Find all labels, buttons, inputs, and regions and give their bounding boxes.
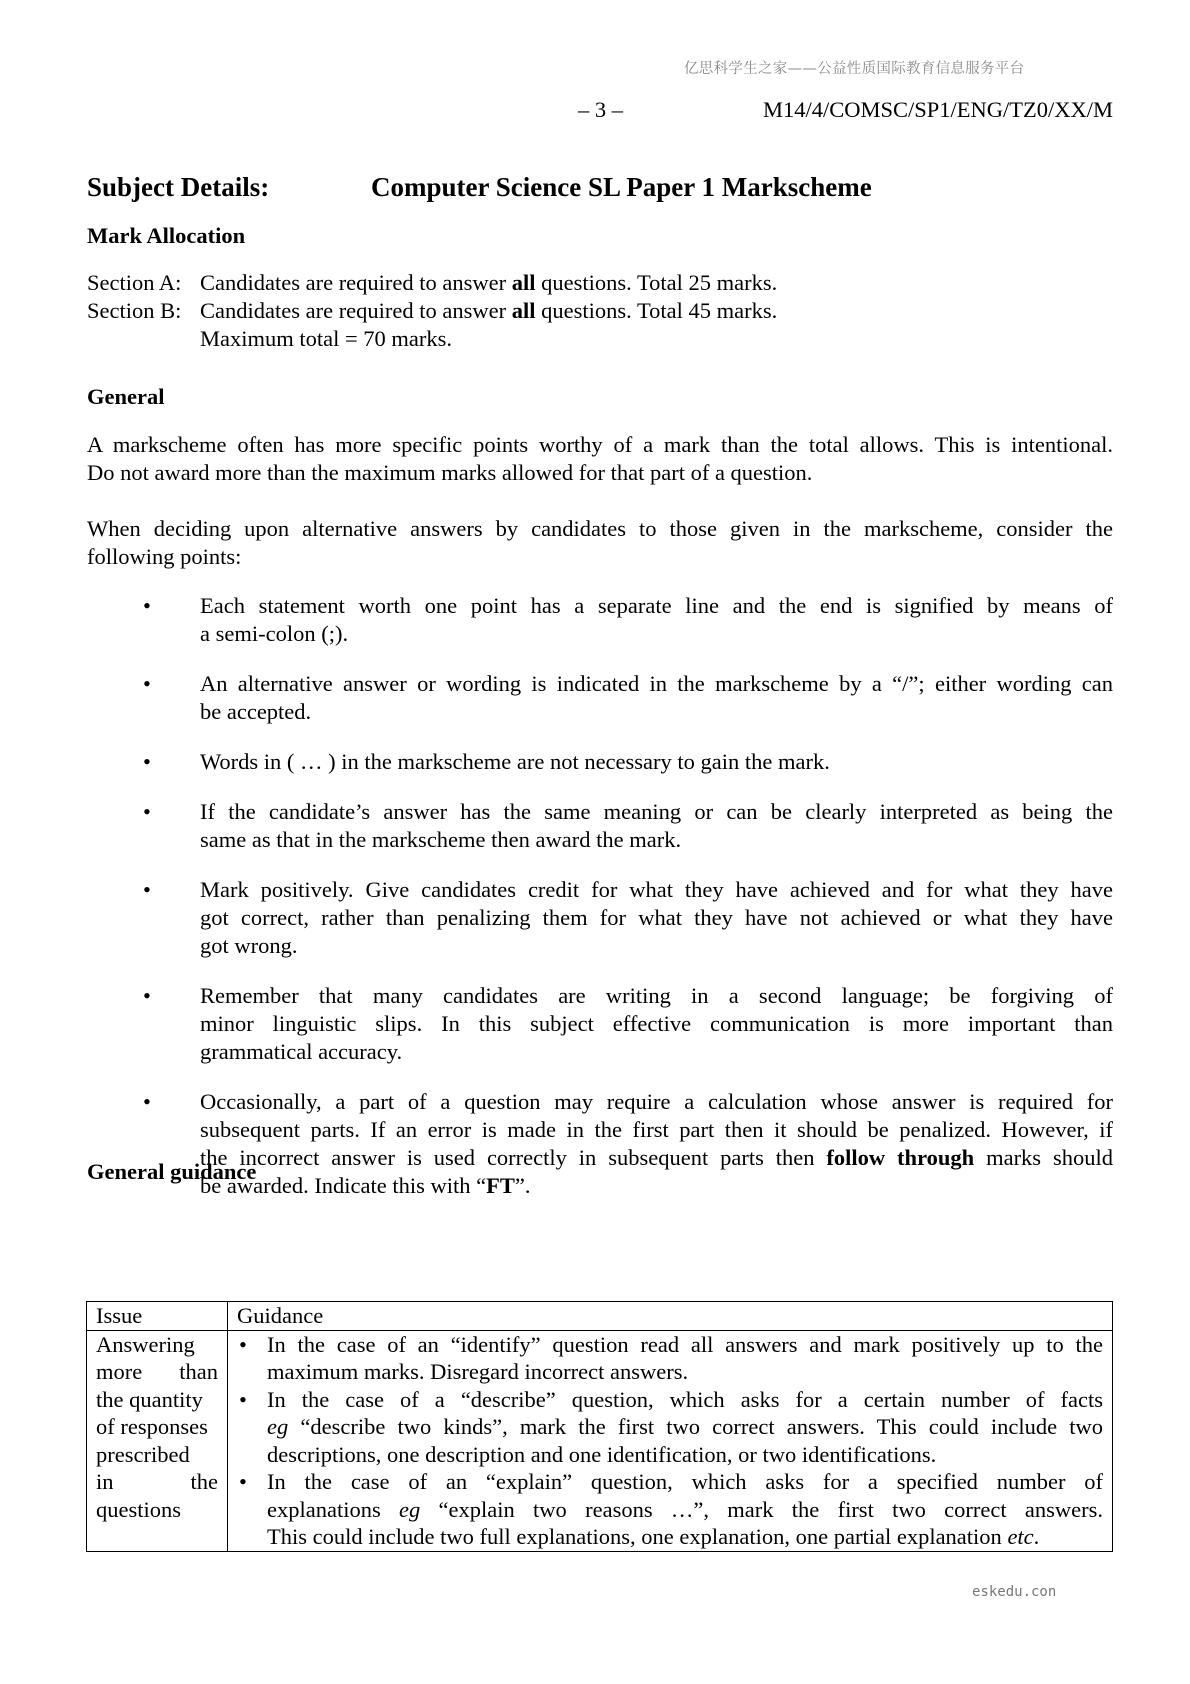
general-paragraph-2: [87, 515, 1113, 571]
guidance-line: descriptions, one description and one identification, or two identifications.: [267, 1441, 937, 1467]
guidance-table: [86, 1301, 1113, 1552]
bullet-line: got wrong.: [200, 933, 298, 958]
bullet-text: ”.: [514, 1173, 531, 1198]
issue-line: questions: [96, 1496, 182, 1522]
paragraph-line: following points:: [87, 544, 242, 569]
list-item: [87, 876, 1113, 960]
section-a-text: Candidates are required to answer: [200, 270, 512, 295]
bullet-icon: •: [239, 1331, 247, 1357]
paragraph-line: Do not award more than the maximum marks allowed for that part of a question.: [87, 460, 813, 485]
follow-through-term: follow through: [826, 1145, 975, 1170]
guidance-line: [267, 1523, 1103, 1551]
bullet-icon: •: [239, 1386, 247, 1412]
list-item: [87, 592, 1113, 648]
list-item: [87, 670, 1113, 726]
document-code: M14/4/COMSC/SP1/ENG/TZ0/XX/M: [762, 97, 1113, 122]
issue-line: of responses: [96, 1414, 208, 1439]
bullet-line: If the candidate’s answer has the same meaning or can be clearly interpreted as being the: [200, 799, 1113, 824]
section-b-text: Candidates are required to answer: [200, 298, 512, 323]
guidance-line: maximum marks. Disregard incorrect answers.: [267, 1359, 689, 1384]
guidance-item-identify: [237, 1331, 1103, 1386]
guidance-line: In the case of an “identify” question read all answers and mark positively up to the: [267, 1331, 1103, 1357]
section-a-label: Section A:: [87, 270, 182, 295]
bullet-icon: •: [143, 593, 151, 618]
general-heading: General: [87, 384, 165, 409]
guidance-text: .: [1033, 1524, 1040, 1549]
section-a-total: questions. Total 25 marks.: [535, 270, 778, 295]
bullet-icon: •: [143, 671, 151, 696]
bullet-text: marks should: [974, 1145, 1113, 1170]
bullet-icon: •: [143, 983, 151, 1008]
bullet-line: minor linguistic slips. In this subject effective communication is more important than: [200, 1011, 1113, 1036]
section-b-label: Section B:: [87, 298, 182, 323]
column-header-guidance: Guidance: [228, 1302, 1113, 1331]
issue-cell: [87, 1330, 228, 1551]
column-header-issue: Issue: [87, 1302, 228, 1331]
subject-label: Subject Details:: [87, 172, 270, 202]
guidance-text: “describe two kinds”, mark the first two correct answers. This could include two: [288, 1414, 1103, 1439]
bullet-line: Words in ( … ) in the markscheme are not necessary to gain the mark.: [200, 749, 830, 774]
bullet-line: got correct, rather than penalizing them for what they have not achieved or what they have: [200, 905, 1113, 930]
guidance-text: This could include two full explanations, one explanation, one partial explanation: [267, 1524, 1008, 1549]
bullet-icon: •: [143, 749, 151, 774]
section-a-line: [87, 269, 777, 297]
issue-line: Answering: [96, 1331, 195, 1357]
bullet-line: Occasionally, a part of a question may require a calculation whose answer is required for: [200, 1089, 1113, 1114]
bullet-text: be awarded. Indicate this with “: [200, 1173, 487, 1198]
bullet-line: An alternative answer or wording is indicated in the markscheme by a “/”; either wording can: [200, 671, 1113, 696]
table-row: [87, 1330, 1113, 1551]
section-a-bold: all: [511, 270, 536, 295]
guidance-line: In the case of an “explain” question, which asks for a specified number of: [267, 1469, 1103, 1494]
watermark-header: 亿思科学生之家——公益性质国际教育信息服务平台: [684, 61, 1025, 77]
guidance-item-explain: [237, 1468, 1103, 1551]
guidance-emphasis: etc: [1007, 1524, 1034, 1549]
bullet-icon: •: [143, 1089, 151, 1114]
guidance-emphasis: eg: [267, 1414, 289, 1439]
guidance-cell: [228, 1330, 1113, 1551]
general-guidance-heading: General guidance: [87, 1159, 257, 1184]
table-header-row: [87, 1302, 1113, 1331]
page-number: – 3 –: [578, 97, 623, 122]
guidance-text: explanations: [267, 1496, 400, 1522]
guidance-line: [267, 1496, 1103, 1524]
issue-line: more than: [96, 1359, 218, 1384]
bullet-icon: •: [143, 877, 151, 902]
section-b-total: questions. Total 45 marks.: [535, 298, 778, 323]
guidance-emphasis: eg: [399, 1496, 421, 1522]
list-item: [87, 798, 1113, 854]
guidance-text: “explain two reasons …”, mark the first two correct answers.: [420, 1496, 1103, 1522]
subject-title: Computer Science SL Paper 1 Markscheme: [371, 172, 872, 202]
bullet-line: a semi-colon (;).: [200, 621, 349, 646]
paragraph-line: When deciding upon alternative answers by candidates to those given in the markscheme, consider the: [87, 516, 1113, 541]
issue-line: prescribed: [96, 1441, 190, 1467]
guidance-line: In the case of a “describe” question, which asks for a certain number of facts: [267, 1386, 1103, 1412]
bullet-line: [200, 1144, 1113, 1172]
bullet-icon: •: [239, 1469, 247, 1494]
bullet-line: be accepted.: [200, 699, 312, 724]
section-b-bold: all: [511, 298, 536, 323]
list-item: [87, 982, 1113, 1066]
bullet-line: subsequent parts. If an error is made in the first part then it should be penalized. However, if: [200, 1117, 1113, 1142]
bullet-line: [200, 1172, 1113, 1200]
bullet-line: Remember that many candidates are writing in a second language; be forgiving of: [200, 983, 1113, 1008]
section-b-line: [87, 297, 777, 325]
issue-line: in the: [96, 1469, 218, 1494]
paragraph-line: A markscheme often has more specific points worthy of a mark than the total allows. This is intentional.: [87, 432, 1113, 457]
bullet-line: grammatical accuracy.: [200, 1039, 403, 1064]
maximum-total: Maximum total = 70 marks.: [200, 326, 453, 351]
guidance-item-describe: [237, 1386, 1103, 1469]
bullet-line: Mark positively. Give candidates credit for what they have achieved and for what they have: [200, 877, 1113, 902]
watermark-footer: eskedu.con: [972, 1584, 1057, 1600]
bullet-text: the incorrect answer is used correctly in subsequent parts then: [200, 1145, 827, 1170]
general-paragraph-1: [87, 431, 1113, 487]
ft-abbreviation: FT: [486, 1173, 515, 1198]
issue-line: the quantity: [96, 1386, 203, 1412]
bullet-line: same as that in the markscheme then award the mark.: [200, 827, 682, 852]
mark-allocation-heading: Mark Allocation: [87, 223, 246, 248]
list-item: [87, 748, 1113, 776]
marking-points-list: [87, 592, 1113, 1222]
guidance-line: [267, 1413, 1103, 1441]
bullet-icon: •: [143, 799, 151, 824]
bullet-line: Each statement worth one point has a separate line and the end is signified by means of: [200, 593, 1113, 618]
